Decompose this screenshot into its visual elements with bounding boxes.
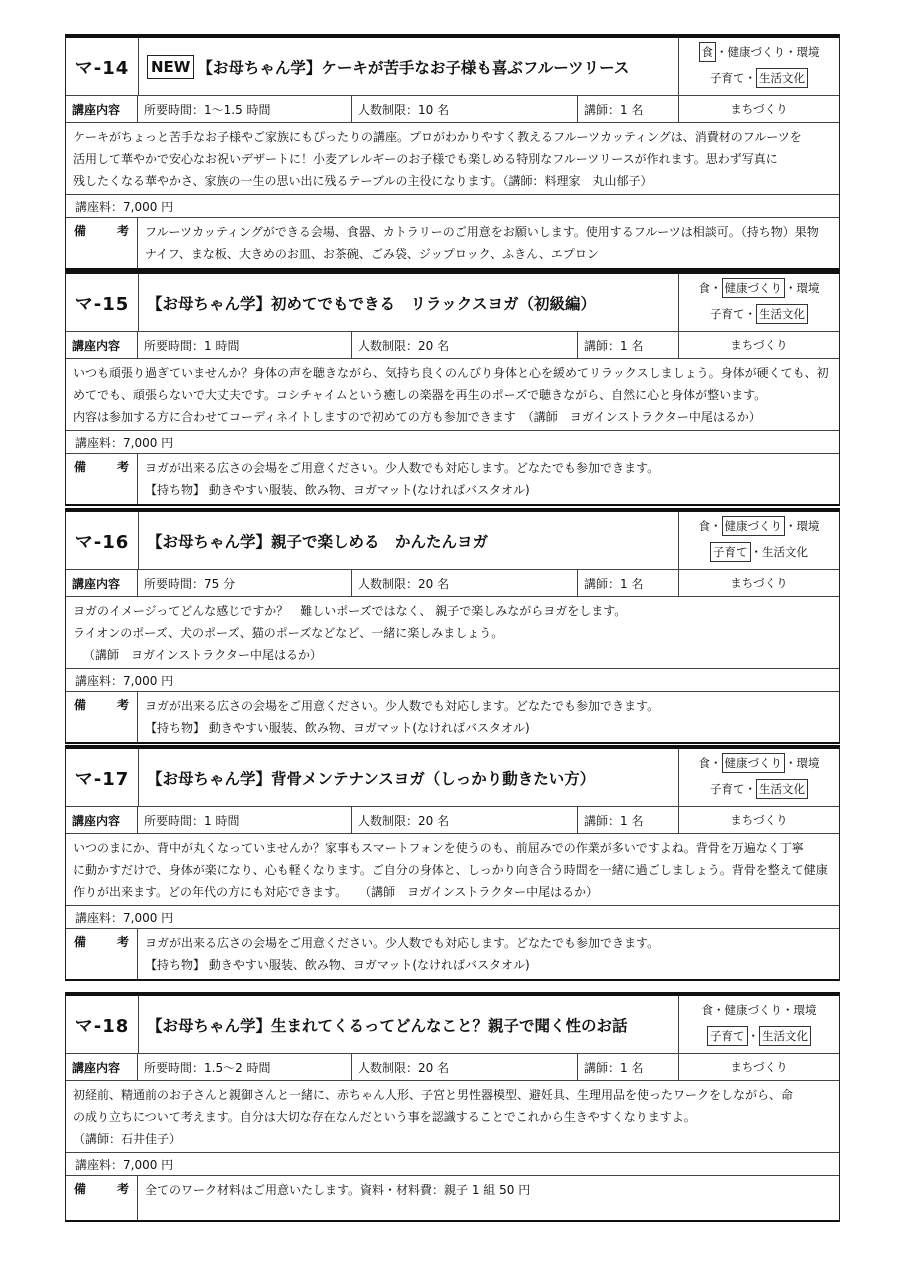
category-panel [679, 996, 839, 1053]
category-tag-selected: 生活文化 [756, 68, 808, 88]
course-header [66, 512, 839, 570]
category-tag: ・ [747, 1029, 759, 1043]
instructor-count: 講師：1 名 [584, 576, 644, 591]
instructor-count: 講師：1 名 [584, 1060, 644, 1075]
remarks-label-2: 考 [116, 1182, 129, 1196]
description-line: 作りが出来ます。どの年代の方にも対応できます。 （講師 ヨガインストラクター中尾はるか） [73, 885, 599, 899]
description-line: いつも頑張り過ぎていませんか？身体の声を聴きながら、気持ち良くのんびり身体と心を緩めてリラックスしましょう。身体が硬くても、初 [73, 366, 829, 380]
category-tag-selected: 健康づくり [722, 516, 786, 536]
remarks-label-1: 備 [74, 224, 87, 238]
course-description [66, 123, 839, 195]
course-title-text: 【お母ちゃん学】生まれてくるってどんなこと？親子で聞く性のお話 [147, 1016, 628, 1035]
course-info-row [66, 96, 839, 123]
capacity: 人数制限：20 名 [352, 332, 578, 358]
remarks-line: 全てのワーク材料はご用意いたします。資料・材料費：親子 1 組 50 円 [145, 1183, 531, 1197]
remarks-text [138, 692, 839, 742]
remarks-text [138, 218, 839, 268]
description-line: ケーキがちょっと苦手なお子様やご家族にもぴったりの講座。プロがわかりやすく教えるフルーツカッティングは、消費材のフルーツを [73, 130, 802, 144]
category-cell [678, 1054, 839, 1080]
duration: 所要時間：1 時間 [138, 332, 352, 358]
course-card-ma16 [65, 508, 840, 744]
course-fee: 講座料：7,000 円 [66, 669, 839, 692]
remarks-label [66, 218, 138, 268]
remarks-label-2: 考 [116, 460, 129, 474]
category-tag: まちづくり [730, 338, 788, 352]
description-line: （講師：石井佳子） [73, 1132, 182, 1146]
remarks-line: ヨガが出来る広さの会場をご用意ください。少人数でも対応します。どなたでも参加できます。 [145, 936, 660, 950]
course-title [139, 749, 679, 806]
remarks-line: 【持ち物】 動きやすい服装、飲み物、ヨガマット(なければバスタオル) [145, 483, 530, 497]
category-line-2 [679, 70, 839, 86]
category-panel [679, 749, 839, 806]
course-title [139, 996, 679, 1053]
remarks-text [138, 929, 839, 979]
remarks-line: 【持ち物】 動きやすい服装、飲み物、ヨガマット(なければバスタオル) [145, 958, 530, 972]
category-panel [679, 274, 839, 331]
category-tag: ・環境 [785, 519, 820, 533]
course-header [66, 996, 839, 1054]
remarks-label [66, 454, 138, 504]
course-header [66, 749, 839, 807]
course-card-ma18 [65, 992, 840, 1222]
course-code: マ-16 [66, 512, 139, 569]
category-tag: 食・健康づくり・環境 [701, 1003, 817, 1017]
category-panel [679, 512, 839, 569]
remarks-label-1: 備 [74, 698, 87, 712]
course-description [66, 834, 839, 906]
description-line: 残したくなる華やかさ、家族の一生の思い出に残るテーブルの主役になります。（講師：料理家 丸山郁子） [73, 174, 653, 188]
course-title-text: 【お母ちゃん学】背骨メンテナンスヨガ（しっかり動きたい方） [147, 769, 596, 788]
category-tag: 子育て・ [710, 71, 756, 85]
category-tag: まちづくり [730, 1060, 788, 1074]
content-label: 講座内容 [66, 570, 138, 596]
category-tag-selected: 生活文化 [759, 1026, 811, 1046]
description-line: の成り立ちについて考えます。自分は大切な存在なんだという事を認識することでこれから生きやすくなりますよ。 [73, 1110, 696, 1124]
category-panel [679, 38, 839, 95]
category-tag-selected: 食 [699, 42, 717, 62]
course-title-text: 【お母ちゃん学】ケーキが苦手なお子様も喜ぶフルーツリース [197, 58, 630, 77]
content-label: 講座内容 [66, 332, 138, 358]
remarks-label-2: 考 [116, 698, 129, 712]
category-tag: 食・ [698, 756, 722, 770]
category-line-2 [679, 544, 839, 560]
instructor-count: 講師：1 名 [584, 813, 644, 828]
course-title [139, 38, 679, 95]
capacity: 人数制限：10 名 [352, 96, 578, 122]
capacity: 人数制限：20 名 [352, 570, 578, 596]
remarks-label-1: 備 [74, 1182, 87, 1196]
remarks-label-2: 考 [116, 935, 129, 949]
course-info-row [66, 807, 839, 834]
category-tag: ・環境 [785, 756, 820, 770]
remarks-line: ヨガが出来る広さの会場をご用意ください。少人数でも対応します。どなたでも参加できます。 [145, 699, 660, 713]
course-header [66, 38, 839, 96]
category-line-2 [679, 306, 839, 322]
course-card-ma17 [65, 745, 840, 981]
category-tag: まちづくり [730, 102, 788, 116]
course-remarks [66, 218, 839, 268]
category-line-1 [679, 44, 839, 60]
remarks-label [66, 929, 138, 979]
course-code: マ-18 [66, 996, 139, 1053]
category-tag-selected: 子育て [710, 542, 751, 562]
capacity: 人数制限：20 名 [352, 807, 578, 833]
course-title [139, 512, 679, 569]
capacity: 人数制限：20 名 [352, 1054, 578, 1080]
course-card-ma15 [65, 270, 840, 506]
description-line: に動かすだけで、身体が楽になり、心も軽くなります。ご自分の身体と、しっかり向き合う時間を一緒に過ごしましょう。背骨を整えて健康 [73, 863, 828, 877]
course-code: マ-14 [66, 38, 139, 95]
course-description [66, 597, 839, 669]
remarks-label [66, 1176, 138, 1220]
content-label: 講座内容 [66, 1054, 138, 1080]
category-tag-selected: 健康づくり [722, 753, 786, 773]
course-info-row [66, 570, 839, 597]
category-line-1 [679, 518, 839, 534]
category-tag: ・健康づくり・環境 [716, 45, 820, 59]
course-info-row [66, 1054, 839, 1081]
category-line-2 [679, 781, 839, 797]
category-tag: 食・ [698, 519, 722, 533]
remarks-line: フルーツカッティングができる会場、食器、カトラリーのご用意をお願いします。使用するフルーツは相談可。（持ち物）果物 [145, 225, 819, 239]
course-fee: 講座料：7,000 円 [66, 1153, 839, 1176]
category-tag-selected: 生活文化 [756, 779, 808, 799]
remarks-line: ナイフ、まな板、大きめのお皿、お茶碗、ごみ袋、ジップロック、ふきん、エプロン [145, 247, 599, 261]
description-line: 内容は参加する方に合わせてコーディネイトしますので初めての方も参加できます （講師 ヨガインストラクター中尾はるか） [73, 410, 761, 424]
description-line: めてでも、頑張らないで大丈夫です。コシチャイムという癒しの楽器を再生のポーズで聴きながら、自然に心と身体が整います。 [73, 388, 767, 402]
course-remarks [66, 1176, 839, 1220]
course-remarks [66, 454, 839, 504]
course-remarks [66, 692, 839, 742]
remarks-label-1: 備 [74, 935, 87, 949]
course-info-row [66, 332, 839, 359]
category-tag: ・生活文化 [750, 545, 808, 559]
course-card-ma14 [65, 34, 840, 270]
instructor-count: 講師：1 名 [584, 102, 644, 117]
course-description [66, 1081, 839, 1153]
category-cell [678, 807, 839, 833]
course-fee: 講座料：7,000 円 [66, 906, 839, 929]
category-tag-selected: 健康づくり [722, 278, 786, 298]
category-line-1 [679, 755, 839, 771]
remarks-line: ヨガが出来る広さの会場をご用意ください。少人数でも対応します。どなたでも参加できます。 [145, 461, 660, 475]
remarks-label [66, 692, 138, 742]
description-line: ライオンのポーズ、犬のポーズ、猫のポーズなどなど、一緒に楽しみましょう。 [73, 626, 504, 640]
duration: 所要時間：75 分 [138, 570, 352, 596]
category-tag: 子育て・ [710, 307, 756, 321]
category-tag: まちづくり [730, 576, 788, 590]
content-label: 講座内容 [66, 96, 138, 122]
duration: 所要時間：1.5～2 時間 [138, 1054, 352, 1080]
description-line: 初経前、精通前のお子さんと親御さんと一緒に、赤ちゃん人形、子宮と男性器模型、避妊具、生理用品を使ったワークをしながら、命 [73, 1088, 794, 1102]
description-line: いつのまにか、背中が丸くなっていませんか？家事もスマートフォンを使うのも、前屈みでの作業が多いですよね。背骨を万遍なく丁寧 [73, 841, 804, 855]
description-line: 活用して華やかで安心なお祝いデザートに！小麦アレルギーのお子様でも楽しめる特別なフルーツリースが作れます。思わず写真に [73, 152, 778, 166]
remarks-label-2: 考 [116, 224, 129, 238]
category-cell [678, 332, 839, 358]
category-line-1 [679, 280, 839, 296]
category-line-2 [679, 1028, 839, 1044]
description-line: ヨガのイメージってどんな感じですか？ 難しいポーズではなく、 親子で楽しみながらヨガをします。 [73, 604, 627, 618]
course-fee: 講座料：7,000 円 [66, 431, 839, 454]
category-tag-selected: 生活文化 [756, 304, 808, 324]
category-tag: 食・ [698, 281, 722, 295]
content-label: 講座内容 [66, 807, 138, 833]
remarks-line: 【持ち物】 動きやすい服装、飲み物、ヨガマット(なければバスタオル) [145, 721, 530, 735]
course-description [66, 359, 839, 431]
remarks-text [138, 454, 839, 504]
category-tag: まちづくり [730, 813, 788, 827]
category-tag: ・環境 [785, 281, 820, 295]
course-title [139, 274, 679, 331]
new-badge: NEW [147, 55, 194, 79]
category-cell [678, 570, 839, 596]
remarks-text [138, 1176, 839, 1220]
course-code: マ-15 [66, 274, 139, 331]
course-header [66, 274, 839, 332]
course-title-text: 【お母ちゃん学】親子で楽しめる かんたんヨガ [147, 532, 489, 551]
category-cell [678, 96, 839, 122]
category-tag-selected: 子育て [707, 1026, 748, 1046]
course-remarks [66, 929, 839, 979]
instructor-count: 講師：1 名 [584, 338, 644, 353]
remarks-label-1: 備 [74, 460, 87, 474]
course-fee: 講座料：7,000 円 [66, 195, 839, 218]
duration: 所要時間：1～1.5 時間 [138, 96, 352, 122]
description-line: （講師 ヨガインストラクター中尾はるか） [83, 648, 323, 662]
course-code: マ-17 [66, 749, 139, 806]
category-tag: 子育て・ [710, 782, 756, 796]
course-title-text: 【お母ちゃん学】初めてでもできる リラックスヨガ（初級編） [147, 294, 597, 313]
duration: 所要時間：1 時間 [138, 807, 352, 833]
category-line-1 [679, 1002, 839, 1018]
